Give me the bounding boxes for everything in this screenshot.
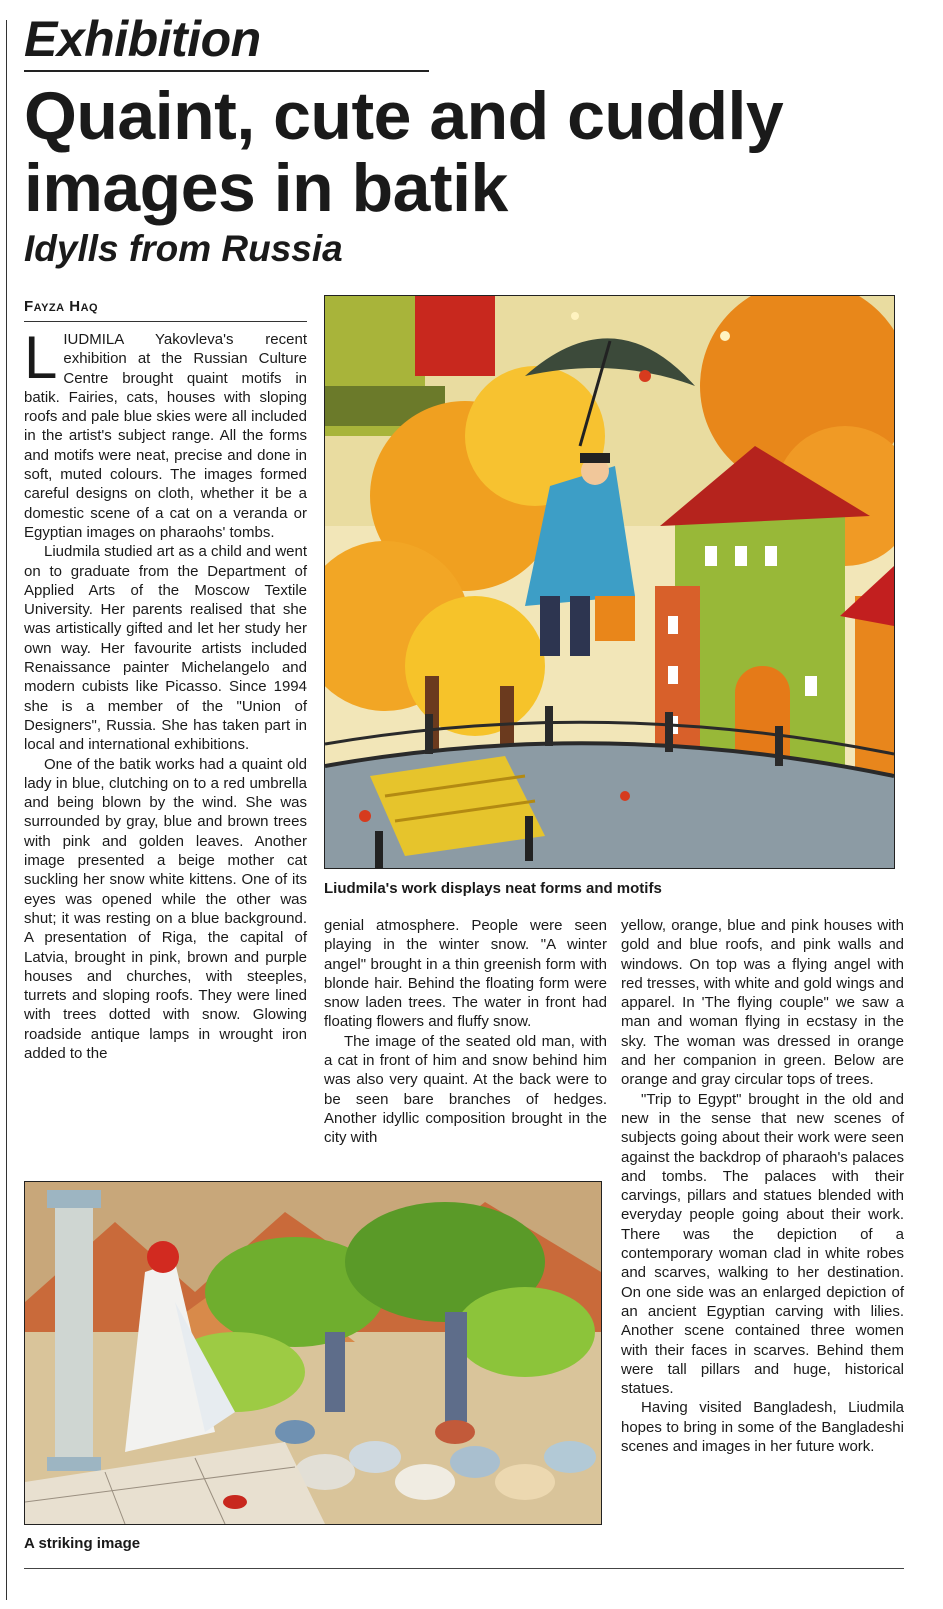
paragraph-1: [24, 324, 307, 542]
paragraph-3-continued: genial atmosphere. People were seen playing in the winter snow. "A winter angel" brought in a thin greenish form with blonde hair. Behind the floating form were snow laden trees. The water in front had floating flowers and fluffy snow.: [324, 917, 607, 1031]
section-label: Exhibition: [24, 11, 261, 67]
left-margin-rule: [6, 20, 7, 1600]
batik-photo-egypt: [24, 1181, 602, 1525]
autumn-batik-artwork: [325, 296, 894, 868]
egypt-batik-artwork: [25, 1182, 601, 1524]
paragraph-3: One of the batik works had a quaint old lady in blue, clutching on to a red umbrella and being blown by the wind. She was surrounded by gray, blue and brown trees with pink and golden leaves. Another image presented a beige mother cat suckling her snow white kittens. One of its eyes was opened while the other was shut; it was resting on a blue background. A presentation of Riga, the capital of Latvia, brought in pink, brown and purple houses and churches, with steeples, turrets and sloping roofs. They were lined with trees dotted with snow. Glowing roadside antique lamps in wrought iron added to the: [24, 755, 307, 1062]
paragraph-5: "Trip to Egypt" brought in the old and new in the sense that new scenes of subjects going about their work were seen against the backdrop of pharaoh's palaces and tombs. The palaces with their carvings, pillars and statues blended with everyday people going about their work. There was the depiction of a contemporary woman clad in white robes and scarves, walking to her destination. On one side was an enlarged depiction of an ancient Egyptian carving with lilies. Another scene contained three women with their faces in scarves. Behind them were tall pillars and huge, historical statues.: [621, 1090, 904, 1398]
photo-caption-2: A striking image: [24, 1535, 141, 1552]
paragraph-6: Having visited Bangladesh, Liudmila hopes to bring in some of the Bangladeshi scenes and images in her future work.: [621, 1399, 904, 1456]
byline-rule: [24, 321, 307, 322]
bottom-rule: [24, 1568, 904, 1569]
photo-caption-1: Liudmila's work displays neat forms and motifs: [324, 880, 662, 897]
headline: Quaint, cute and cuddly images in batik: [24, 78, 784, 226]
paragraph-4-continued: yellow, orange, blue and pink houses with gold and blue roofs, and pink walls and windows. On top was a flying angel with red tresses, with white and gold wings and apparel. In 'The flying couple" we saw a man and woman flying in ecstasy in the sky. The woman was dressed in orange and her companion in green. Below are orange and gray circular tops of trees.: [621, 917, 904, 1089]
subheadline: Idylls from Russia: [24, 228, 343, 269]
article-column-2: [324, 916, 607, 1148]
article-column-3: [621, 916, 904, 1456]
article-column-1: [24, 324, 307, 1063]
paragraph-1-text: IUDMILA Yakovleva's recent exhibition at the Russian Culture Centre brought quaint motifs in batik. Fairies, cats, houses with sloping roofs and pale blue skies were all included in the artist's subject range. All the forms and motifs were neat, precise and done in soft, muted colours. The images formed careful designs on cloth, whether it be a domestic scene of a cat on a veranda or Egyptian images on pharaohs' tombs.: [24, 331, 307, 541]
paragraph-2: Liudmila studied art as a child and went on to graduate from the Department of Applied Arts of the Moscow Textile University. Her parents realised that she was artistically gifted and let her study her own way. Her favourite artists included Renaissance painter Michelangelo and modern cubists like Picasso. Since 1994 she is a member of the "Union of Designers", Russia. She has taken part in local and international exhibitions.: [24, 543, 307, 754]
dropcap: L: [24, 324, 58, 391]
batik-photo-autumn: [324, 295, 895, 869]
byline: Fayza Haq: [24, 298, 99, 315]
paragraph-4: The image of the seated old man, with a cat in front of him and snow behind him was also very quaint. At the back were to be seen bare branches of hedges. Another idyllic composition brought in the city with: [324, 1032, 607, 1147]
section-rule: [24, 70, 429, 72]
